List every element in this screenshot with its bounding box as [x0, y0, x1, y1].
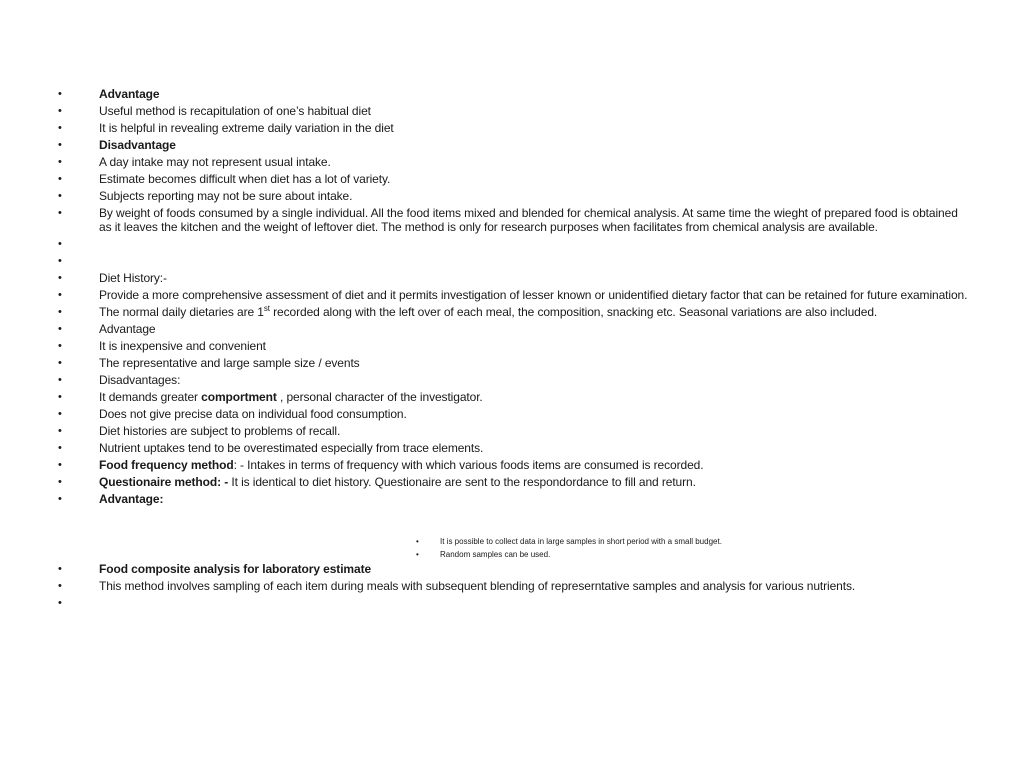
- list-item: [56, 475, 968, 489]
- list-item: [56, 562, 968, 576]
- bullet-icon: •: [58, 105, 62, 117]
- item-text-bold: Food frequency method: [99, 458, 234, 472]
- heading-diet-history: Diet History:-: [99, 271, 167, 285]
- item-text: This method involves sampling of each item during meals with subsequent blending of represerntative samples and analysis for various nutrients.: [99, 579, 856, 593]
- bullet-icon: •: [58, 207, 62, 219]
- bullet-icon: •: [58, 442, 62, 454]
- list-item: [56, 339, 968, 353]
- bullet-icon: •: [58, 493, 62, 505]
- item-text-bold: Questionaire method: -: [99, 475, 229, 489]
- list-item: [56, 492, 968, 506]
- item-text-post: recorded along with the left over of each meal, the composition, snacking etc. Seasonal variations are also included.: [269, 305, 878, 319]
- bullet-icon: •: [58, 88, 62, 100]
- item-text-sup: st: [263, 304, 270, 313]
- bullet-icon: •: [58, 476, 62, 488]
- item-text-pre: It demands greater: [99, 390, 202, 404]
- bullet-list-continued: [56, 562, 968, 613]
- bullet-list: [56, 87, 968, 509]
- item-text: Does not give precise data on individual food consumption.: [99, 407, 407, 421]
- bullet-icon: •: [58, 408, 62, 420]
- list-item: [56, 138, 968, 152]
- bullet-icon: •: [58, 272, 62, 284]
- bullet-icon: •: [416, 537, 419, 546]
- item-text: Estimate becomes difficult when diet has a lot of variety.: [99, 172, 391, 186]
- item-text: Provide a more comprehensive assessment of diet and it permits investigation of lesser known or unidentified dietary factor that can be retained for future examination.: [99, 288, 968, 302]
- item-text-pre: The normal daily dietaries are 1: [99, 305, 264, 319]
- empty-list-item: [56, 237, 968, 251]
- bullet-icon: •: [58, 425, 62, 437]
- list-item: [56, 155, 968, 169]
- bullet-icon: •: [58, 306, 62, 318]
- bullet-icon: •: [58, 459, 62, 471]
- bullet-icon: •: [58, 289, 62, 301]
- item-text: It is helpful in revealing extreme daily variation in the diet: [99, 121, 394, 135]
- list-item: [56, 87, 968, 101]
- heading-advantage: Advantage:: [99, 492, 164, 506]
- bullet-icon: •: [58, 122, 62, 134]
- sub-list-item: [414, 549, 968, 560]
- list-item: [56, 271, 968, 285]
- list-item: [56, 305, 968, 319]
- empty-list-item: [56, 254, 968, 268]
- list-item: [56, 373, 968, 387]
- item-text: Diet histories are subject to problems of recall.: [99, 424, 341, 438]
- list-item: [56, 172, 968, 186]
- item-text: By weight of foods consumed by a single individual. All the food items mixed and blended for chemical analysis. At same time the wieght of prepared food is obtained as it leaves the kitchen and the weight of leftover diet. The method is only for research purposes when facilitates from chemical analysis are available.: [99, 206, 958, 234]
- item-text-bold: comportment: [201, 390, 277, 404]
- bullet-icon: •: [58, 323, 62, 335]
- bullet-icon: •: [58, 391, 62, 403]
- list-item: [56, 288, 968, 302]
- bullet-icon: •: [58, 156, 62, 168]
- item-text-post: , personal character of the investigator.: [276, 390, 483, 404]
- bullet-icon: •: [58, 597, 62, 609]
- item-text-post: : - Intakes in terms of frequency with which various foods items are consumed is recorded.: [233, 458, 704, 472]
- list-item: [56, 189, 968, 203]
- list-item: [56, 121, 968, 135]
- sub-list-item: [414, 536, 968, 547]
- bullet-icon: •: [58, 340, 62, 352]
- sub-list: [414, 536, 968, 560]
- heading-advantage: Advantage: [99, 87, 160, 101]
- list-item: [56, 458, 968, 472]
- list-item: [56, 322, 968, 336]
- list-item: [56, 579, 968, 593]
- list-item: [56, 424, 968, 438]
- heading-disadvantage: Disadvantage: [99, 138, 176, 152]
- item-text: A day intake may not represent usual intake.: [99, 155, 331, 169]
- bullet-icon: •: [58, 255, 62, 267]
- item-text: Nutrient uptakes tend to be overestimated especially from trace elements.: [99, 441, 484, 455]
- bullet-icon: •: [58, 580, 62, 592]
- list-item: [56, 206, 968, 234]
- empty-list-item: [56, 596, 968, 610]
- bullet-icon: •: [58, 357, 62, 369]
- list-item: [56, 390, 968, 404]
- bullet-icon: •: [416, 550, 419, 559]
- bullet-icon: •: [58, 190, 62, 202]
- sub-list-wrapper: [56, 536, 968, 560]
- item-text: Disadvantages:: [99, 373, 181, 387]
- list-item: [56, 407, 968, 421]
- list-item: [56, 356, 968, 370]
- list-item: [56, 104, 968, 118]
- bullet-icon: •: [58, 139, 62, 151]
- sub-item-text: Random samples can be used.: [440, 550, 551, 559]
- sub-item-text: It is possible to collect data in large samples in short period with a small budget.: [440, 537, 722, 546]
- list-item: [56, 441, 968, 455]
- bullet-icon: •: [58, 563, 62, 575]
- item-text: It is inexpensive and convenient: [99, 339, 266, 353]
- heading-food-composite: Food composite analysis for laboratory estimate: [99, 562, 372, 576]
- item-text: The representative and large sample size / events: [99, 356, 360, 370]
- item-text: Subjects reporting may not be sure about intake.: [99, 189, 353, 203]
- bullet-icon: •: [58, 374, 62, 386]
- item-text: Advantage: [99, 322, 156, 336]
- item-text: Useful method is recapitulation of one’s habitual diet: [99, 104, 371, 118]
- item-text-post: It is identical to diet history. Questionaire are sent to the respondordance to fill and return.: [228, 475, 696, 489]
- bullet-icon: •: [58, 238, 62, 250]
- bullet-icon: •: [58, 173, 62, 185]
